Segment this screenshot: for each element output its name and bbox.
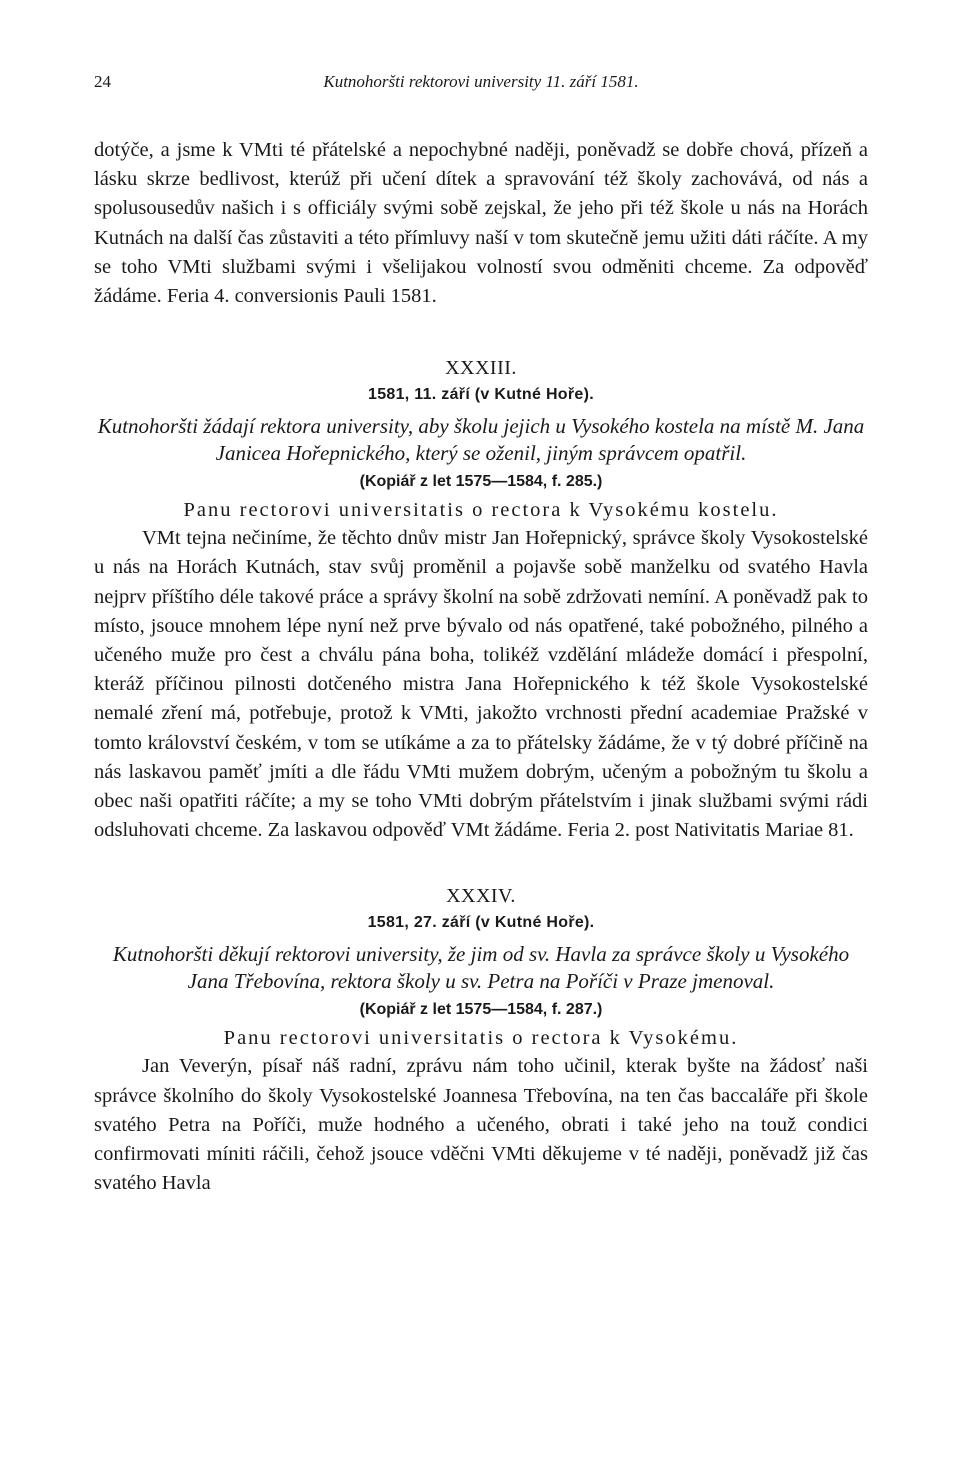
page-number: 24 [94,72,111,91]
section-address: Panu rectorovi universitatis o rectora k Vysokému kostelu. [183,499,779,522]
section-xxxiv [94,885,868,1198]
section-body: VMt tejna nečiníme, že těchto dnův mistr Jan Hořepnický, správce školy Vysokostelské u nás na Horách Kutnách, stav svůj proměnil a pojavše sobě manželku od svatého Havla nejprv příštího déle takové práce a správy školní na sobě zdržovati nemíní. A poněvadž pak to místo, jsouce mnohem lépe nyní než prve bývalo od nás opatřené, také pobožného, pilného a učeného muže pro čest a chválu pána boha, tolikéž vzdělání mládeže domácí i přespolní, kteráž příčinou pilnosti dotčeného mistra Jana Hořepnického k též škole Vysokostelské nemalé zření má, potřebuje, protož k VMti, jakožto vrchnosti přední academiae Pražské v tomto království českém, v tom se utíkáme a za to přátelsky žádáme, že v tý dobré příčině na nás laskavou paměť jmíti a dle řádu VMti mužem dobrým, učeným a pobožným tu školu a obec naši opatřiti ráčíte; a my se toho VMti dobrým přátelstvím i jinak službami svými rádi odsluhovati chceme. Za laskavou odpověď VMt žádáme. Feria 2. post Nativitatis Mariae 81. [94,527,868,842]
section-source: (Kopiář z let 1575—1584, f. 285.) [359,473,603,491]
section-date: 1581, 27. září (v Kutné Hoře). [367,914,595,932]
section-summary: Kutnohoršti žádají rektora university, aby školu jejich u Vysokého kostela na místě M. Jana Janicea Hořepnického, který se oženil, jiným správcem opatřil. [97,414,865,466]
section-number: XXXIV. [446,885,516,908]
running-header [94,72,868,102]
section-xxxiii [94,357,868,845]
continuation-paragraph: dotýče, a jsme k VMti té přátelské a nepochybné naději, poněvadž se dobře chová, přízeň a lásku skrze bedlivost, kterúž při učení dítek a spravování též školy zachovává, od nás a spolusousedův našich i s officiály svými sobě zejskal, že jeho při též škole u nás na Horách Kutnách na další čas zůstaviti a této přímluvy naší v tom skutečně jemu užiti dáti ráčíte. A my se toho VMti službami svými i všelijakou volností svou odměniti chceme. Za odpověď žádáme. Feria 4. conversionis Pauli 1581. [94,139,868,308]
section-source: (Kopiář z let 1575—1584, f. 287.) [359,1001,603,1019]
section-date: 1581, 11. září (v Kutné Hoře). [368,386,594,404]
section-summary: Kutnohoršti děkují rektorovi university, že jim od sv. Havla za správce školy u Vysokého Jana Třebovína, rektora školy u sv. Petra na Poříči v Praze jmenoval. [112,942,850,994]
section-body: Jan Veverýn, písař náš radní, zprávu nám toho učinil, kterak byšte na žádosť naši správce školního do školy Vysokostelské Joannesa Třebovína, na ten čas baccaláře při škole svatého Petra na Poříči, muže hodného a učeného, obrati i také jeho na touž condici confirmovati míniti ráčili, čehož jsouce vděčni VMti děkujeme v té naději, poněvadž již čas svatého Havla [94,1055,868,1195]
running-title: Kutnohoršti rektorovi university 11. září 1581. [323,72,639,91]
section-address: Panu rectorovi universitatis o rectora k Vysokému. [223,1027,739,1050]
section-number: XXXIII. [445,357,517,380]
book-page [94,72,868,1198]
